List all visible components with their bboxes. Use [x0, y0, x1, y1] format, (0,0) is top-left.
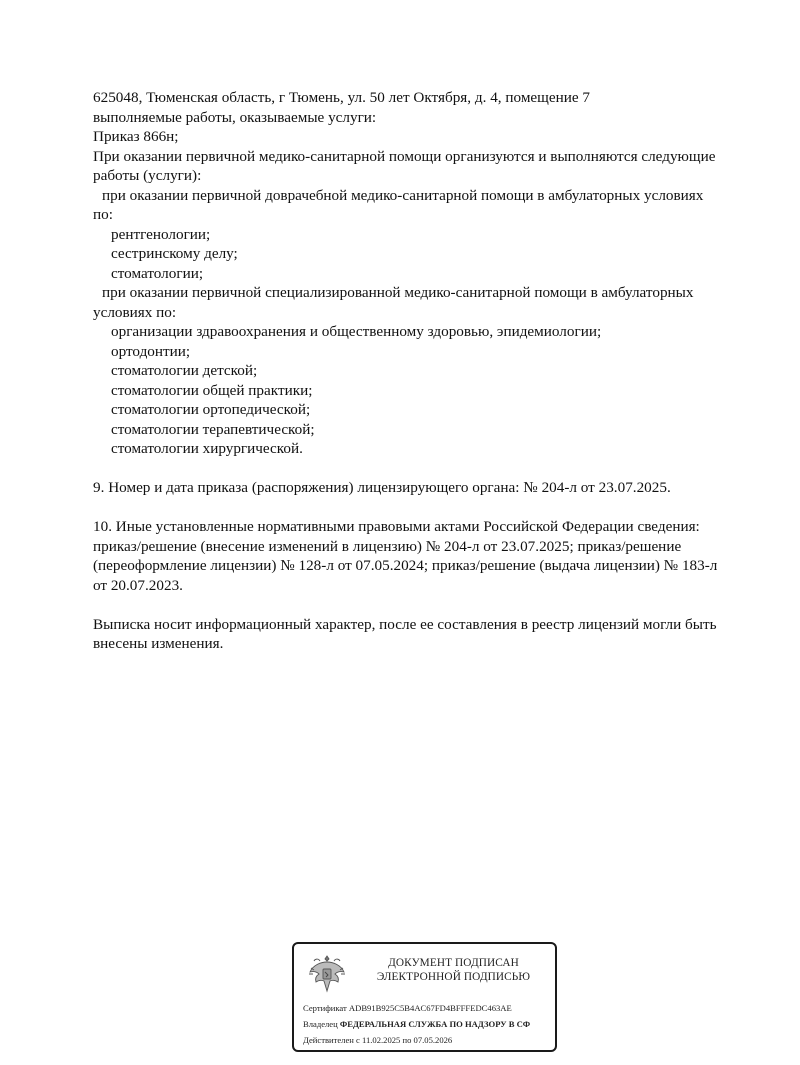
item-9-order-info: 9. Номер и дата приказа (распоряжения) лицензирующего органа: № 204-л от 23.07.2025.	[93, 479, 671, 496]
services-heading: выполняемые работы, оказываемые услуги:	[93, 108, 377, 126]
item-10-line: приказ/решение (внесение изменений в лицензию) № 204-л от 23.07.2025; приказ/решение	[93, 537, 682, 555]
service-item: ортодонтии;	[111, 342, 191, 360]
category-heading: при оказании первичной доврачебной медико-санитарной помощи в амбулаторных условиях	[102, 186, 704, 204]
order-line: Приказ 866н;	[93, 128, 179, 145]
services-intro-line: При оказании первичной медико-санитарной помощи организуются и выполняются следующие	[93, 147, 716, 165]
owner-row	[303, 1019, 555, 1030]
service-item: организации здравоохранения и общественному здоровью, эпидемиологии;	[111, 323, 602, 340]
stamp-title-line: ДОКУМЕНТ ПОДПИСАН	[388, 957, 519, 969]
electronic-signature-stamp	[292, 942, 557, 1052]
owner-value: ФЕДЕРАЛЬНАЯ СЛУЖБА ПО НАДЗОРУ В СФ	[339, 1019, 531, 1029]
service-item: стоматологии терапевтической;	[111, 420, 315, 438]
category-heading: условиях по:	[93, 303, 177, 321]
coat-of-arms-icon	[306, 952, 348, 996]
certificate-label: Сертификат	[303, 1003, 347, 1013]
stamp-title	[356, 956, 551, 984]
service-item: стоматологии общей практики;	[111, 381, 313, 399]
certificate-row	[303, 1003, 555, 1014]
service-item: сестринскому делу;	[111, 245, 238, 262]
category-heading: при оказании первичной специализированной медико-санитарной помощи в амбулаторных	[102, 284, 694, 301]
note-line: внесены изменения.	[93, 635, 224, 652]
service-item: стоматологии ортопедической;	[111, 401, 311, 418]
item-10-line: (переоформление лицензии) № 128-л от 07.05.2024; приказ/решение (выдача лицензии) № 183-л	[93, 557, 718, 574]
stamp-title-line: ЭЛЕКТРОННОЙ ПОДПИСЬЮ	[376, 971, 531, 983]
document-body	[93, 88, 761, 654]
spacer	[93, 459, 761, 479]
item-10-line: 10. Иные установленные нормативными правовыми актами Российской Федерации сведения:	[93, 518, 700, 535]
service-item: стоматологии детской;	[111, 362, 258, 379]
spacer	[93, 595, 761, 615]
owner-label: Владелец	[303, 1019, 338, 1029]
category-heading: по:	[93, 206, 113, 223]
address-line: 625048, Тюменская область, г Тюмень, ул. 50 лет Октября, д. 4, помещение 7	[93, 89, 590, 106]
service-item: рентгенологии;	[111, 225, 211, 243]
service-item: стоматологии;	[111, 264, 204, 282]
spacer	[93, 498, 761, 518]
validity-row: Действителен с 11.02.2025 по 07.05.2026	[303, 1035, 453, 1045]
service-item: стоматологии хирургической.	[111, 440, 303, 457]
item-10-line: от 20.07.2023.	[93, 576, 183, 594]
note-line: Выписка носит информационный характер, после ее составления в реестр лицензий могли быть	[93, 615, 717, 633]
services-intro-line: работы (услуги):	[93, 167, 202, 184]
certificate-value: ADB91B925C5B4AC67FD4BFFFEDC463AE	[348, 1003, 512, 1013]
